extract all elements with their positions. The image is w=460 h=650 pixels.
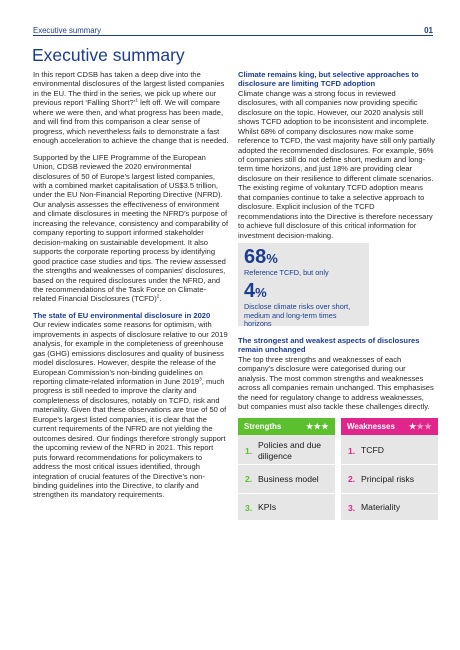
star-rating-icon: ★★★	[305, 422, 329, 431]
stat-value: 68%	[244, 246, 278, 268]
state-paragraph	[33, 320, 229, 500]
list-item: 2. Principal risks	[341, 465, 438, 493]
list-item: 1. Policies and due diligence	[238, 437, 335, 465]
page-header	[33, 21, 433, 35]
subheading-state-of-disclosure: The state of EU environmental disclosure in 2020	[33, 310, 211, 320]
intro-paragraph	[33, 70, 229, 146]
weaknesses-panel	[341, 418, 438, 520]
strengths-weaknesses-paragraph: The top three strengths and weaknesses of each company’s disclosure were categorised during our analysis. The most common strengths and weaknesses across all companies remain unchanged. This emphasises the need for regulatory change to address weaknesses, but companies must also tackle these challenges directly.	[238, 354, 434, 412]
strengths-panel	[238, 418, 335, 520]
star-rating-icon: ★★★	[408, 422, 432, 431]
strengths-label: Strengths	[244, 422, 282, 431]
page-number: 01	[424, 26, 433, 35]
page-title: Executive summary	[32, 45, 185, 65]
stat-value: 4%	[244, 279, 267, 302]
scope-text-end: .	[159, 294, 162, 304]
subheading-climate: Climate remains king, but selective approaches to disclosure are limiting TCFD adoption	[238, 70, 419, 89]
footnote-ref[interactable]: 1	[135, 98, 139, 104]
list-item: 3. KPIs	[245, 502, 277, 513]
weaknesses-header	[341, 418, 438, 435]
state-text-end: , much progress is still needed to improve the clarity and completeness of disclosures, notably on TCFD, risk and materiality. Given that these observations are true of 50 of Europe’s largest listed companies, it is clear that the current requirements of the NFRD are not yielding the outcomes desired. Our findings therefore strongly support the upcoming review of the NFRD in 2021. This report puts forward recommendations for policymakers to address the most critical issues identified, through integration of crucial features of the Directive’s non-binding guidelines into the Directive, to clarify and strengthen its mandatory requirements.	[33, 377, 227, 500]
scope-paragraph	[33, 153, 229, 304]
header-rule	[33, 35, 433, 36]
stats-box	[238, 243, 369, 329]
list-item: 3. Materiality	[348, 502, 401, 513]
state-text: Our review indicates some reasons for optimism, with improvements in aspects of disclosure relative to our 2019 analysis, for example in the completeness of greenhouse gas (GHG) emissions disclosures and quality of business model disclosures. However, despite the release of the European Commission’s non-binding guidelines on reporting climate-related information in June 2019	[33, 320, 228, 386]
list-item: 2. Business model	[238, 465, 335, 493]
section-label: Executive summary	[33, 26, 102, 35]
subheading-strongest-weakest: The strongest and weakest aspects of disclosures remain unchanged	[238, 336, 420, 355]
stat-caption: Reference TCFD, but only	[244, 268, 329, 277]
intro-text: In this report CDSB has taken a deep dive into the environmental disclosures of the largest listed companies in the EU. The third in the series, we pick up where our previous report ‘Falling Short?’	[33, 70, 225, 108]
climate-paragraph: Climate change was a strong focus in reviewed disclosures, with all companies now providing specific disclosure on the topic. However, our 2020 analysis still shows TCFD adoption to be inconsistent and incomplete. Whilst 68% of company disclosures now make some reference to TCFD, the vast majority have still only partially adopted the recommended disclosures. For example, 96% of companies still do not define short, medium and long-term time horizons, and just 18% are providing clear disclosure on their resilience to different climate scenarios. The existing regime of voluntary TCFD adoption means that companies continue to take a selective approach to disclosure. Explicit inclusion of the TCFD recommendations into the Directive is therefore necessary to achieve full disclosure of this critical information for investment decision-making.	[238, 88, 435, 240]
list-item: 1. TCFD	[341, 437, 438, 465]
strengths-header	[238, 418, 335, 435]
right-column	[238, 70, 436, 247]
strengths-weaknesses-section	[238, 336, 436, 419]
weaknesses-label: Weaknesses	[347, 422, 395, 431]
footnote-ref[interactable]: 3	[199, 377, 202, 383]
stat-caption: Disclose climate risks over short, medium and long-term times horizons	[244, 301, 351, 329]
scope-text: Supported by the LIFE Programme of the European Union, CDSB reviewed the 2020 environmental disclosures of 50 of Europe’s largest listed companies, with a combined market capitalisation of US$3.5 trillion, under the EU Non-Financial Reporting Directive (NFRD). Our analysis assesses the effectiveness of environment and climate disclosures in meeting the NFRD’s purpose of increasing the relevance, consistency and comparability of company reporting to support informed stakeholder decision-making on sustainable development. It also supports the corporate reporting process by identifying good practice case studies and tips. The review assessed the strengths and weaknesses of companies’ disclosures, based on the required disclosures under the NFRD, and the recommendations of the Task Force on Climate-related Financial Disclosures (TCFD)	[33, 152, 229, 304]
intro-text-end: left off. We will compare where we were then, and what progress has been made, and will find from this comparison a clear sense of progress, which nevertheless fails to demonstrate a fast enough acceleration to achieve the change that is needed.	[33, 98, 229, 146]
left-column	[33, 70, 229, 507]
footnote-ref[interactable]: 2	[156, 294, 160, 300]
